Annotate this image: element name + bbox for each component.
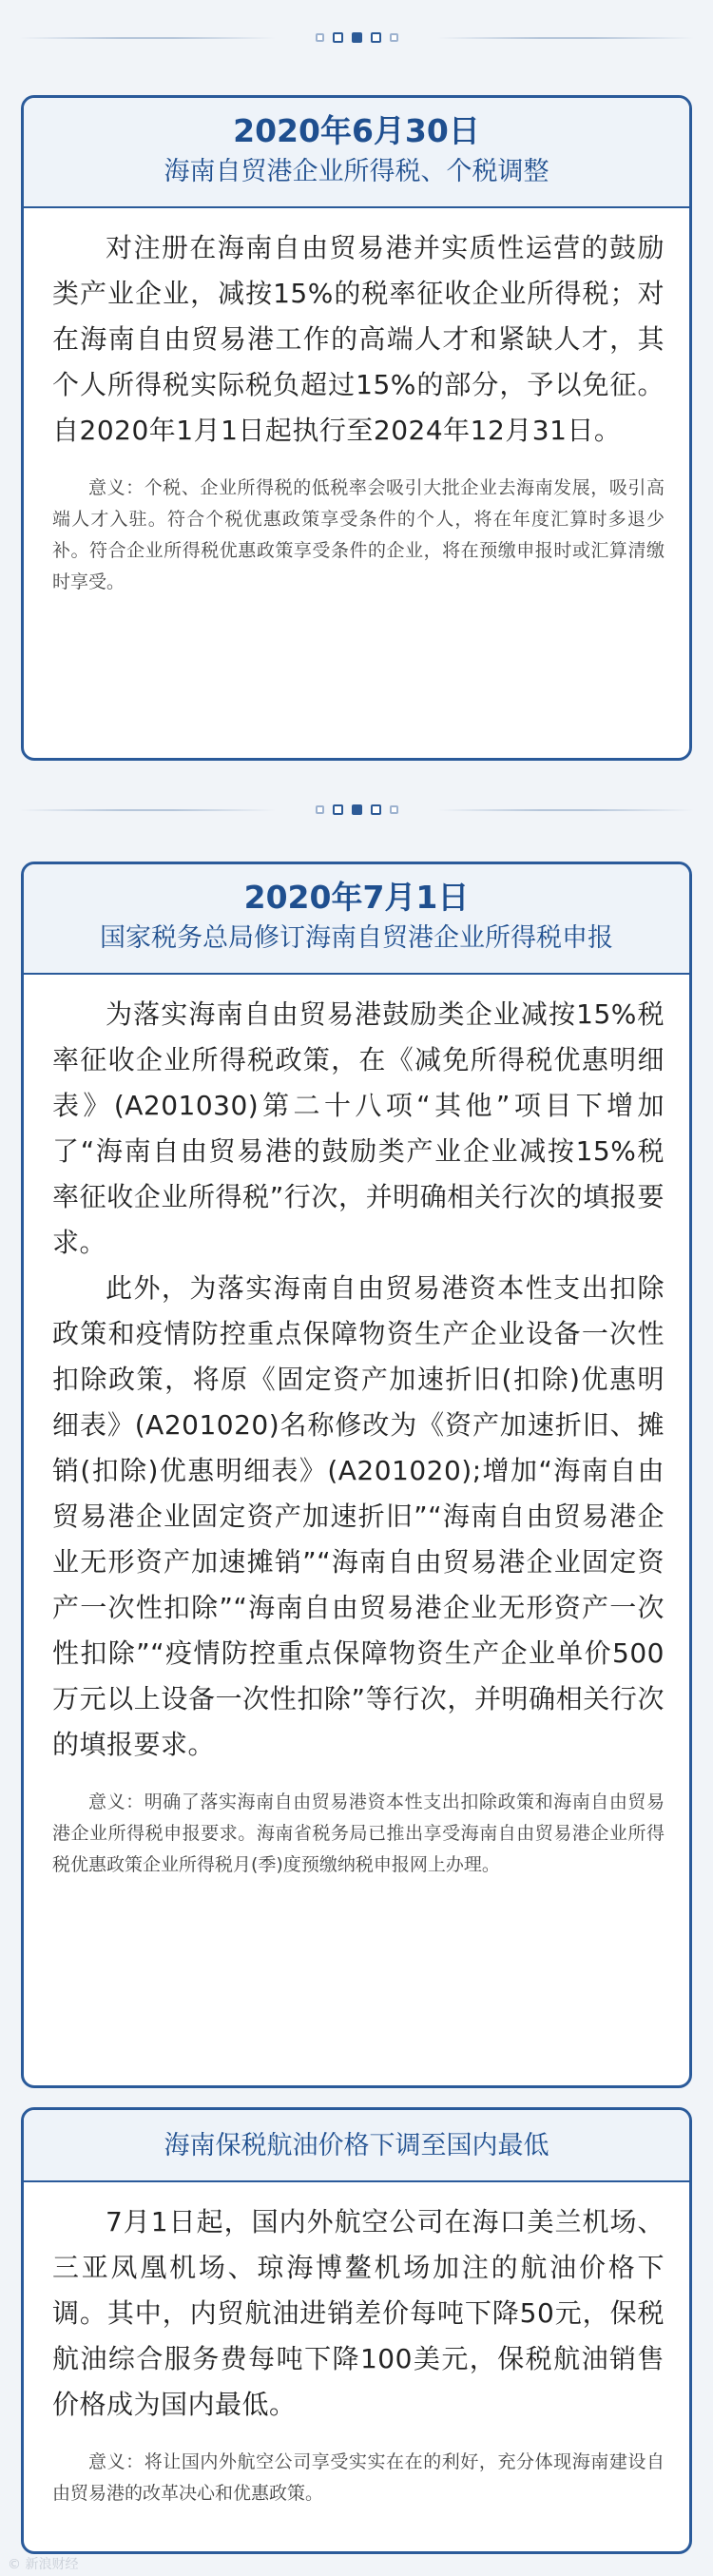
section-divider	[0, 19, 713, 57]
divider-square-icon	[371, 32, 381, 43]
card-subtitle: 海南自贸港企业所得税、个税调整	[164, 157, 549, 186]
card-note: 意义：个税、企业所得税的低税率会吸引大批企业去海南发展，吸引高端人才入驻。符合个税优惠政策享受条件的个人，将在年度汇算时多退少补。符合企业所得税优惠政策享受条件的企业，将在预缴申报时或汇算清缴时享受。	[52, 477, 665, 592]
divider-square-icon	[316, 805, 324, 814]
divider-square-icon	[371, 804, 381, 815]
divider-square-icon	[390, 33, 398, 42]
policy-card-1	[21, 95, 692, 761]
card-paragraph: 7月1日起，国内外航空公司在海口美兰机场、三亚凤凰机场、琼海博鳌机场加注的航油价格下调。其中，内贸航油进销差价每吨下降50元，保税航油综合服务费每吨下降100美元，保税航油销售价格成为国内最低。	[52, 2206, 665, 2420]
card-date: 2020年6月30日	[233, 112, 480, 149]
card-paragraph: 此外，为落实海南自由贸易港资本性支出扣除政策和疫情防控重点保障物资生产企业设备一次性扣除政策，将原《固定资产加速折旧(扣除)优惠明细表》(A201020)名称修改为《资产加速折旧、摊销(扣除)优惠明细表》(A201020);增加“海南自由贸易港企业固定资产加速折旧”“海南自由贸易港企业无形资产加速摊销”“海南自由贸易港企业固定资产一次性扣除”“海南自由贸易港企业无形资产一次性扣除”“疫情防控重点保障物资生产企业单价500 万元以上设备一次性扣除”等行次，并明确相关行次的填报要求。	[52, 1272, 665, 1760]
section-divider	[0, 791, 713, 829]
card-note: 意义：明确了落实海南自由贸易港资本性支出扣除政策和海南自由贸易港企业所得税申报要求。海南省税务局已推出享受海南自由贸易港企业所得税优惠政策企业所得税月(季)度预缴纳税申报网上办理。	[52, 1792, 665, 1875]
card-header	[24, 2110, 689, 2182]
divider-square-icon	[333, 32, 343, 43]
card-date: 2020年7月1日	[243, 879, 470, 916]
card-body	[24, 975, 689, 1898]
card-subtitle: 国家税务总局修订海南自贸港企业所得税申报	[100, 923, 613, 953]
card-header	[24, 864, 689, 975]
divider-line	[19, 809, 276, 811]
divider-line	[437, 809, 694, 811]
divider-square-icon	[316, 33, 324, 42]
card-body	[24, 208, 689, 615]
divider-square-icon	[352, 804, 362, 815]
card-body	[24, 2182, 689, 2527]
card-note: 意义：将让国内外航空公司享受实实在在的利好，充分体现海南建设自由贸易港的改革决心和优惠政策。	[52, 2451, 665, 2504]
policy-card-3	[21, 2107, 692, 2554]
divider-square-icon	[352, 32, 362, 43]
card-paragraph: 对注册在海南自由贸易港并实质性运营的鼓励类产业企业，减按15%的税率征收企业所得税；对在海南自由贸易港工作的高端人才和紧缺人才，其个人所得税实际税负超过15%的部分，予以免征。自2020年1月1日起执行至2024年12月31日。	[52, 232, 665, 446]
policy-card-2	[21, 862, 692, 2088]
divider-dots	[276, 30, 437, 46]
divider-line	[19, 37, 276, 39]
card-paragraph: 为落实海南自由贸易港鼓励类企业减按15%税率征收企业所得税政策，在《减免所得税优惠明细表》(A201030)第二十八项“其他”项目下增加了“海南自由贸易港的鼓励类产业企业减按15%税率征收企业所得税”行次，并明确相关行次的填报要求。	[52, 998, 665, 1258]
divider-square-icon	[390, 805, 398, 814]
watermark: © 新浪财经	[8, 2557, 79, 2572]
card-subtitle: 海南保税航油价格下调至国内最低	[164, 2131, 549, 2160]
card-header	[24, 98, 689, 208]
divider-square-icon	[333, 804, 343, 815]
divider-dots	[276, 803, 437, 818]
divider-line	[437, 37, 694, 39]
